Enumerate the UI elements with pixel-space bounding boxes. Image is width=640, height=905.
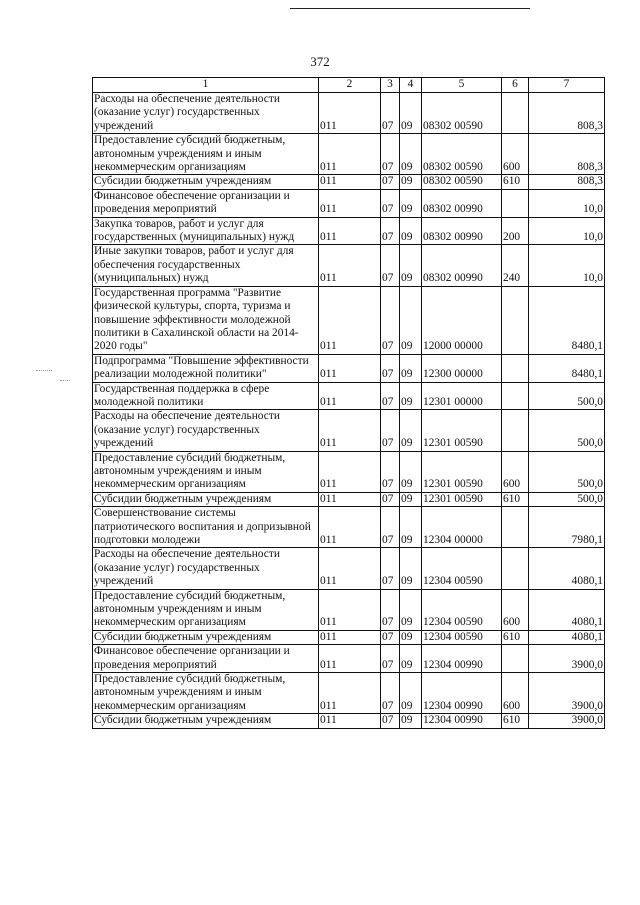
target-article-cell: 08302 00990 bbox=[422, 245, 502, 286]
top-rule bbox=[290, 8, 530, 9]
row-name-cell: Иные закупки товаров, работ и услуг для обеспечения государственных (муниципальных) нужд bbox=[93, 245, 319, 286]
table-row bbox=[93, 645, 605, 673]
subsection-cell: 09 bbox=[400, 93, 422, 134]
row-name-cell: Расходы на обеспечение деятельности (оказание услуг) государственных учреждений bbox=[93, 410, 319, 451]
table-row bbox=[93, 451, 605, 492]
section-cell: 07 bbox=[381, 217, 400, 245]
target-article-cell: 12301 00000 bbox=[422, 382, 502, 410]
section-cell: 07 bbox=[381, 286, 400, 354]
target-article-cell: 12304 00990 bbox=[422, 673, 502, 714]
column-header: 2 bbox=[319, 78, 381, 93]
target-article-cell: 08302 00590 bbox=[422, 93, 502, 134]
row-name-cell: Закупка товаров, работ и услуг для государственных (муниципальных) нужд bbox=[93, 217, 319, 245]
section-cell: 07 bbox=[381, 410, 400, 451]
target-article-cell: 08302 00990 bbox=[422, 217, 502, 245]
table-row bbox=[93, 382, 605, 410]
table-header-row bbox=[93, 78, 605, 93]
row-name-cell: Предоставление субсидий бюджетным, автономным учреждениям и иным некоммерческим организациям bbox=[93, 134, 319, 175]
row-name-cell: Государственная поддержка в сфере молодежной политики bbox=[93, 382, 319, 410]
row-name-cell: Расходы на обеспечение деятельности (оказание услуг) государственных учреждений bbox=[93, 548, 319, 589]
column-header: 7 bbox=[529, 78, 605, 93]
table-row bbox=[93, 189, 605, 217]
target-article-cell: 12304 00990 bbox=[422, 714, 502, 728]
subsection-cell: 09 bbox=[400, 492, 422, 506]
row-name-cell: Субсидии бюджетным учреждениям bbox=[93, 630, 319, 644]
target-article-cell: 12301 00590 bbox=[422, 492, 502, 506]
amount-cell: 3900,0 bbox=[529, 714, 605, 728]
target-article-cell: 08302 00990 bbox=[422, 189, 502, 217]
expense-type-cell bbox=[502, 93, 529, 134]
target-article-cell: 12304 00590 bbox=[422, 589, 502, 630]
subsection-cell: 09 bbox=[400, 354, 422, 382]
target-article-cell: 12304 00990 bbox=[422, 645, 502, 673]
row-name-cell: Субсидии бюджетным учреждениям bbox=[93, 714, 319, 728]
admin-code-cell: 011 bbox=[319, 382, 381, 410]
section-cell: 07 bbox=[381, 548, 400, 589]
admin-code-cell: 011 bbox=[319, 507, 381, 548]
admin-code-cell: 011 bbox=[319, 589, 381, 630]
amount-cell: 500,0 bbox=[529, 382, 605, 410]
amount-cell: 3900,0 bbox=[529, 645, 605, 673]
expense-type-cell: 610 bbox=[502, 630, 529, 644]
row-name-cell: Субсидии бюджетным учреждениям bbox=[93, 175, 319, 189]
admin-code-cell: 011 bbox=[319, 245, 381, 286]
target-article-cell: 12301 00590 bbox=[422, 451, 502, 492]
expense-type-cell bbox=[502, 410, 529, 451]
row-name-cell: Финансовое обеспечение организации и проведения мероприятий bbox=[93, 645, 319, 673]
row-name-cell: Субсидии бюджетным учреждениям bbox=[93, 492, 319, 506]
admin-code-cell: 011 bbox=[319, 217, 381, 245]
expense-type-cell: 600 bbox=[502, 589, 529, 630]
expense-type-cell: 610 bbox=[502, 175, 529, 189]
table-row bbox=[93, 589, 605, 630]
amount-cell: 4080,1 bbox=[529, 630, 605, 644]
expense-type-cell bbox=[502, 507, 529, 548]
subsection-cell: 09 bbox=[400, 507, 422, 548]
table-row bbox=[93, 286, 605, 354]
amount-cell: 500,0 bbox=[529, 492, 605, 506]
subsection-cell: 09 bbox=[400, 645, 422, 673]
target-article-cell: 12304 00590 bbox=[422, 548, 502, 589]
admin-code-cell: 011 bbox=[319, 645, 381, 673]
scan-speck bbox=[60, 380, 70, 381]
expense-type-cell: 200 bbox=[502, 217, 529, 245]
expense-type-cell bbox=[502, 354, 529, 382]
admin-code-cell: 011 bbox=[319, 673, 381, 714]
table-row bbox=[93, 673, 605, 714]
amount-cell: 4080,1 bbox=[529, 589, 605, 630]
table-row bbox=[93, 714, 605, 728]
budget-table bbox=[92, 77, 605, 729]
target-article-cell: 12304 00000 bbox=[422, 507, 502, 548]
amount-cell: 500,0 bbox=[529, 410, 605, 451]
subsection-cell: 09 bbox=[400, 410, 422, 451]
admin-code-cell: 011 bbox=[319, 492, 381, 506]
expense-type-cell: 610 bbox=[502, 714, 529, 728]
expense-type-cell: 240 bbox=[502, 245, 529, 286]
amount-cell: 500,0 bbox=[529, 451, 605, 492]
row-name-cell: Расходы на обеспечение деятельности (оказание услуг) государственных учреждений bbox=[93, 93, 319, 134]
target-article-cell: 12000 00000 bbox=[422, 286, 502, 354]
subsection-cell: 09 bbox=[400, 286, 422, 354]
table-row bbox=[93, 245, 605, 286]
table-row bbox=[93, 630, 605, 644]
table-row bbox=[93, 548, 605, 589]
expense-type-cell bbox=[502, 645, 529, 673]
row-name-cell: Государственная программа "Развитие физической культуры, спорта, туризма и повышение эффективности молодежной политики в Сахалинской области на 2014-2020 годы" bbox=[93, 286, 319, 354]
amount-cell: 10,0 bbox=[529, 217, 605, 245]
amount-cell: 8480,1 bbox=[529, 286, 605, 354]
table-row bbox=[93, 93, 605, 134]
amount-cell: 808,3 bbox=[529, 175, 605, 189]
row-name-cell: Предоставление субсидий бюджетным, автономным учреждениям и иным некоммерческим организациям bbox=[93, 589, 319, 630]
section-cell: 07 bbox=[381, 451, 400, 492]
subsection-cell: 09 bbox=[400, 217, 422, 245]
row-name-cell: Предоставление субсидий бюджетным, автономным учреждениям и иным некоммерческим организациям bbox=[93, 673, 319, 714]
target-article-cell: 08302 00590 bbox=[422, 175, 502, 189]
column-header: 5 bbox=[422, 78, 502, 93]
section-cell: 07 bbox=[381, 382, 400, 410]
expense-type-cell bbox=[502, 286, 529, 354]
subsection-cell: 09 bbox=[400, 714, 422, 728]
column-header: 3 bbox=[381, 78, 400, 93]
page-number: 372 bbox=[310, 54, 330, 69]
section-cell: 07 bbox=[381, 492, 400, 506]
subsection-cell: 09 bbox=[400, 245, 422, 286]
table-row bbox=[93, 410, 605, 451]
row-name-cell: Предоставление субсидий бюджетным, автономным учреждениям и иным некоммерческим организациям bbox=[93, 451, 319, 492]
amount-cell: 808,3 bbox=[529, 134, 605, 175]
subsection-cell: 09 bbox=[400, 175, 422, 189]
target-article-cell: 12304 00590 bbox=[422, 630, 502, 644]
section-cell: 07 bbox=[381, 589, 400, 630]
amount-cell: 7980,1 bbox=[529, 507, 605, 548]
subsection-cell: 09 bbox=[400, 382, 422, 410]
column-header: 6 bbox=[502, 78, 529, 93]
expense-type-cell: 610 bbox=[502, 492, 529, 506]
table-row bbox=[93, 354, 605, 382]
admin-code-cell: 011 bbox=[319, 175, 381, 189]
admin-code-cell: 011 bbox=[319, 714, 381, 728]
section-cell: 07 bbox=[381, 245, 400, 286]
admin-code-cell: 011 bbox=[319, 93, 381, 134]
expense-type-cell bbox=[502, 548, 529, 589]
admin-code-cell: 011 bbox=[319, 189, 381, 217]
admin-code-cell: 011 bbox=[319, 286, 381, 354]
table-row bbox=[93, 134, 605, 175]
section-cell: 07 bbox=[381, 175, 400, 189]
section-cell: 07 bbox=[381, 630, 400, 644]
admin-code-cell: 011 bbox=[319, 630, 381, 644]
amount-cell: 4080,1 bbox=[529, 548, 605, 589]
expense-type-cell: 600 bbox=[502, 673, 529, 714]
section-cell: 07 bbox=[381, 673, 400, 714]
subsection-cell: 09 bbox=[400, 451, 422, 492]
expense-type-cell: 600 bbox=[502, 134, 529, 175]
subsection-cell: 09 bbox=[400, 589, 422, 630]
section-cell: 07 bbox=[381, 714, 400, 728]
table-row bbox=[93, 175, 605, 189]
section-cell: 07 bbox=[381, 507, 400, 548]
section-cell: 07 bbox=[381, 189, 400, 217]
subsection-cell: 09 bbox=[400, 673, 422, 714]
table-row bbox=[93, 492, 605, 506]
table-row bbox=[93, 507, 605, 548]
column-header: 1 bbox=[93, 78, 319, 93]
admin-code-cell: 011 bbox=[319, 410, 381, 451]
section-cell: 07 bbox=[381, 645, 400, 673]
expense-type-cell: 600 bbox=[502, 451, 529, 492]
column-header: 4 bbox=[400, 78, 422, 93]
target-article-cell: 12301 00590 bbox=[422, 410, 502, 451]
expense-type-cell bbox=[502, 382, 529, 410]
amount-cell: 8480,1 bbox=[529, 354, 605, 382]
expense-type-cell bbox=[502, 189, 529, 217]
scan-speck bbox=[36, 370, 52, 371]
section-cell: 07 bbox=[381, 354, 400, 382]
row-name-cell: Совершенствование системы патриотического воспитания и допризывной подготовки молодежи bbox=[93, 507, 319, 548]
subsection-cell: 09 bbox=[400, 630, 422, 644]
admin-code-cell: 011 bbox=[319, 354, 381, 382]
target-article-cell: 08302 00590 bbox=[422, 134, 502, 175]
admin-code-cell: 011 bbox=[319, 548, 381, 589]
section-cell: 07 bbox=[381, 134, 400, 175]
amount-cell: 3900,0 bbox=[529, 673, 605, 714]
section-cell: 07 bbox=[381, 93, 400, 134]
amount-cell: 808,3 bbox=[529, 93, 605, 134]
amount-cell: 10,0 bbox=[529, 189, 605, 217]
target-article-cell: 12300 00000 bbox=[422, 354, 502, 382]
row-name-cell: Финансовое обеспечение организации и проведения мероприятий bbox=[93, 189, 319, 217]
amount-cell: 10,0 bbox=[529, 245, 605, 286]
admin-code-cell: 011 bbox=[319, 451, 381, 492]
subsection-cell: 09 bbox=[400, 189, 422, 217]
admin-code-cell: 011 bbox=[319, 134, 381, 175]
subsection-cell: 09 bbox=[400, 548, 422, 589]
subsection-cell: 09 bbox=[400, 134, 422, 175]
row-name-cell: Подпрограмма "Повышение эффективности реализации молодежной политики" bbox=[93, 354, 319, 382]
table-row bbox=[93, 217, 605, 245]
